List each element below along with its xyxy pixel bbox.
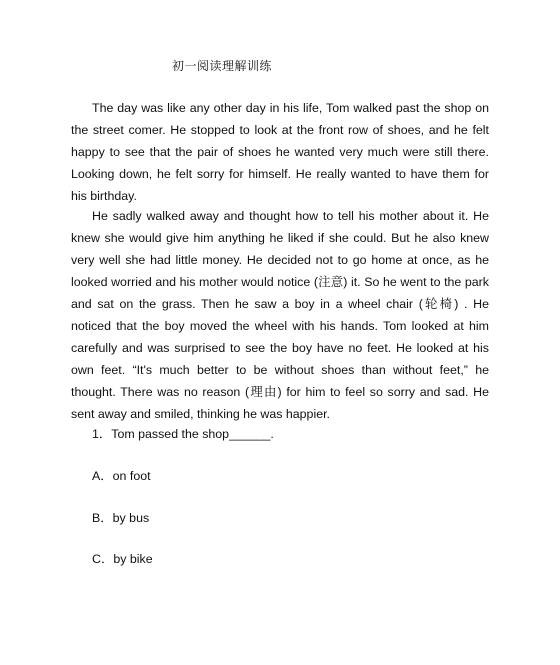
passage-paragraph-2: He sadly walked away and thought how to tell his mother about it. He knew she would give him anything he liked if she could. But he also knew very well she had little money. He decided not to go home at once, as he looked worried and his mother would notice (注意) it. So he went to the park and sat on the grass. Then he saw a boy in a wheel chair (轮椅) . He noticed that the boy moved the wheel with his hands. Tom looked at him carefully and was surprised to see the boy have no feet. He looked at his own feet. “It's much better to be without shoes than without feet,” he thought. There was no reason (理由) for him to feel so sorry and sad. He sent away and smiled, thinking he was happier. <box>71 209 489 421</box>
passage-paragraph-1: The day was like any other day in his life, Tom walked past the shop on the street comer. He stopped to look at the front row of shoes, and he felt happy to see that the pair of shoes he wanted very much were still there. Looking down, he felt sorry for himself. He really wanted to have them for his birthday. <box>71 101 489 203</box>
answer-option-a: A．on foot <box>92 469 151 483</box>
page-title: 初一阅读理解训练 <box>172 59 273 73</box>
answer-option-c: C．by bike <box>92 552 153 566</box>
answer-option-b: B．by bus <box>92 511 150 525</box>
question-1: 1．Tom passed the shop______. <box>92 427 274 441</box>
